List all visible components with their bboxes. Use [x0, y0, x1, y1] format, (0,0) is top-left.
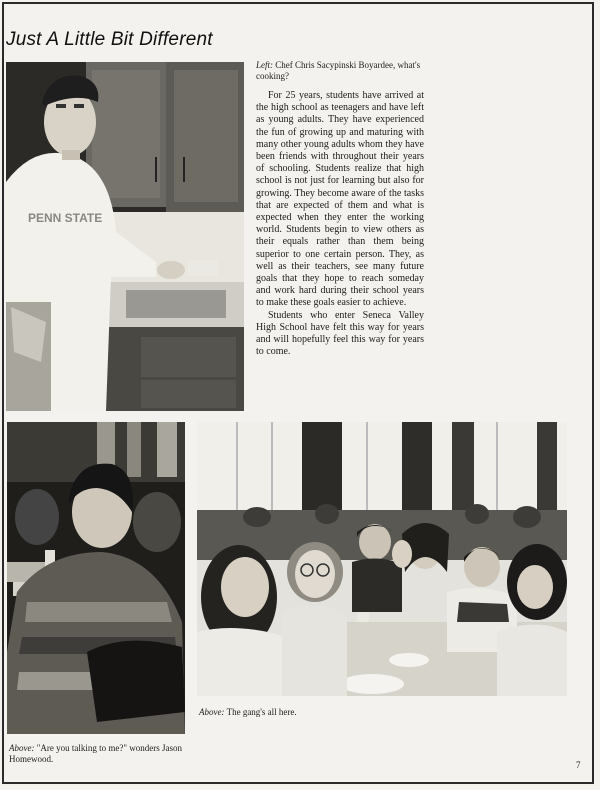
photo-chef — [6, 62, 244, 411]
caption-chef: Left: Chef Chris Sacypinski Boyardee, what's cooking? — [256, 60, 421, 81]
photo-group — [197, 422, 567, 696]
caption-group: Above: The gang's all here. — [199, 707, 297, 717]
photo-jason — [7, 422, 185, 734]
article-body — [256, 90, 424, 358]
page-title: Just A Little Bit Different — [6, 29, 213, 50]
shirt-text: PENN STATE — [28, 211, 103, 225]
body-paragraph-2: Students who enter Seneca Valley High School have felt this way for years and will hopefully feel this way for years to come. — [256, 309, 424, 358]
page-number: 7 — [576, 760, 581, 770]
body-paragraph-1: For 25 years, students have arrived at the high school as teenagers and have left as young adults. They have experienced the fun of growing up and maturing with many other young adults whom they have been friends with throughout their years of schooling. Students realize that high school is not just for learning but also for growing. They become aware of the tasks that are expected of them and what is expected when they enter the working world. Students begin to view others as their equals rather than them being superior to one certain person. They, as well as their teachers, see many future goals that they hope to reach someday and work hard during their school years to make these goals easier to achieve. — [256, 90, 424, 309]
caption-jason: Above: "Are you talking to me?" wonders Jason Homewood. — [9, 743, 183, 764]
